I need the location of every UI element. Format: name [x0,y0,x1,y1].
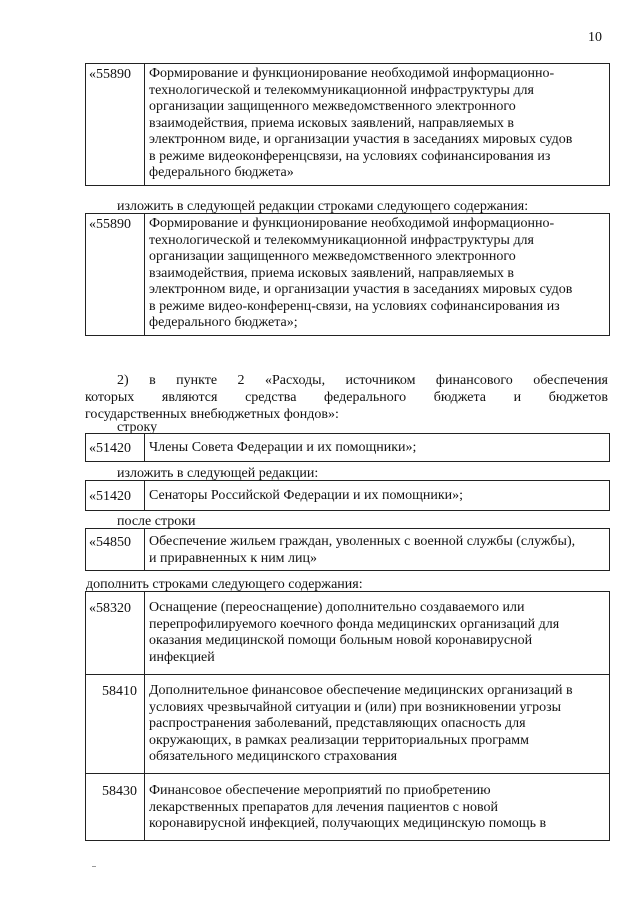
table-row-51420-new [85,480,610,511]
row-text-line: перепрофилируемого коечного фонда медицинских организаций для [149,616,560,632]
paragraph-line: государственных внебюджетных фондов»: [85,407,339,422]
table-row [85,675,610,774]
row-text-line: оказания медицинской помощи больным новой коронавирусной [149,633,533,648]
row-text-line: федерального бюджета»; [149,315,298,330]
row-text-line: и приравненных к ним лиц» [149,550,318,566]
row-code: 58430 [86,774,145,840]
row-text-line: электронном виде, и организации участия в заседаниях мировых судов [149,282,573,297]
row-text-line: Финансовое обеспечение мероприятий по приобретению [149,783,491,798]
table-row-55890-new [85,213,610,336]
table-row [85,592,610,675]
paragraph-item-2 [85,372,608,423]
row-text-line: окружающих, в рамках реализации территориальных программ [149,732,529,748]
row-text-line: Формирование и функционирование необходимой информационно- [149,66,555,81]
label-dopolnit: дополнить строками следующего содержания: [86,577,363,592]
table-row-54850 [85,528,610,571]
row-text-line: Оснащение (переоснащение) дополнительно создаваемого или [149,600,525,615]
table-row-51420-old [85,433,610,462]
row-text-line: лекарственных препаратов для лечения пациентов с новой [149,799,499,815]
row-text-line: технологической и телекоммуникационной инфраструктуры для [149,232,534,248]
new-rows-table [85,591,610,841]
row-code: 58410 [86,675,145,773]
label-posle: после строки [117,514,196,529]
table-row [85,774,610,841]
row-text-line: обязательного медицинского страхования [149,749,398,764]
row-description [145,529,609,570]
row-text-line: Формирование и функционирование необходимой информационно- [149,216,555,231]
row-text-line: инфекцией [149,649,215,665]
row-code: «58320 [86,592,145,674]
table-row-55890-old [85,63,610,186]
instruction-text: изложить в следующей редакции строками следующего содержания: [117,199,529,214]
row-text-line: взаимодействия, приема исковых заявлений, направляемых в [149,265,514,281]
row-code: «51420 [86,434,145,461]
row-code: «55890 [86,214,145,335]
row-text-line: распространения заболеваний, представляющих опасность для [149,716,526,731]
row-description [145,675,609,773]
row-text-line: федерального бюджета» [149,165,294,180]
row-text-line: организации защищенного межведомственного электронного [149,249,516,264]
row-description [145,592,609,674]
row-text-line: организации защищенного межведомственного электронного [149,99,516,114]
row-text-line: Дополнительное финансовое обеспечение медицинских организаций в [149,683,573,698]
row-code: «51420 [86,481,145,510]
row-description: Сенаторы Российской Федерации и их помощники»; [149,488,464,503]
row-text-line: в режиме видео-конференц-связи, на условиях софинансирования из [149,298,560,314]
page-number: 10 [588,30,602,45]
label-stroku: строку [117,420,158,435]
label-izlozhit: изложить в следующей редакции: [117,466,319,481]
row-text-line: взаимодействия, приема исковых заявлений, направляемых в [149,115,514,131]
row-code: «55890 [86,64,145,185]
paragraph-line: которых являются средства федерального бюджета и бюджетов [85,390,608,405]
row-description [145,774,609,840]
row-description: Члены Совета Федерации и их помощники»; [149,440,417,455]
row-description [145,64,609,185]
row-text-line: условиях чрезвычайной ситуации и (или) при возникновении угрозы [149,699,562,715]
row-code: «54850 [86,529,145,570]
scan-mark [92,866,96,867]
row-text-line: электронном виде, и организации участия в заседаниях мировых судов [149,132,573,147]
row-text-line: в режиме видеоконференцсвязи, на условиях софинансирования из [149,148,551,164]
row-text-line: Обеспечение жильем граждан, уволенных с военной службы (службы), [149,534,576,549]
row-text-line: коронавирусной инфекцией, получающих медицинскую помощь в [149,816,547,831]
row-text-line: технологической и телекоммуникационной инфраструктуры для [149,82,534,98]
paragraph-line: 2) в пункте 2 «Расходы, источником финансового обеспечения [117,373,608,388]
row-description [145,214,609,335]
